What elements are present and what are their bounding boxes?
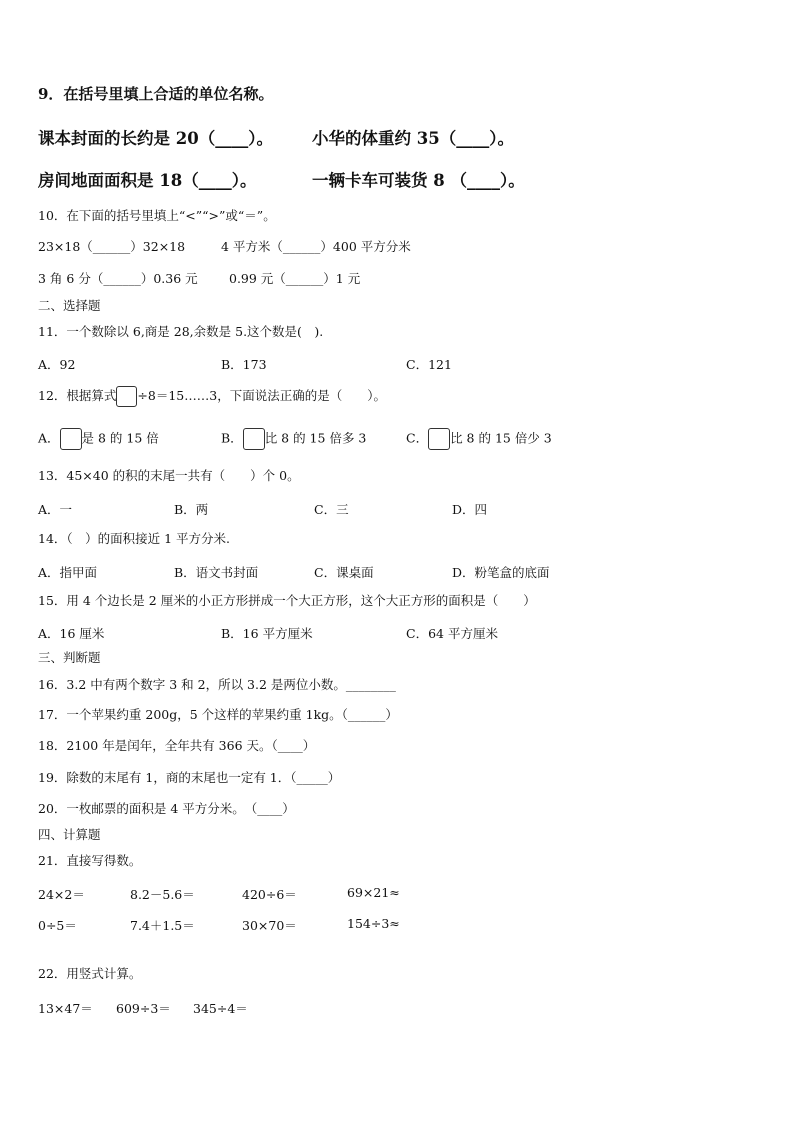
question-11-stem: 11．一个数除以 6,商是 28,余数是 5.这个数是( ). — [38, 324, 324, 339]
calc-item: 30×70＝ — [242, 918, 297, 933]
question-18: 18．2100 年是闰年，全年共有 366 天。（____） — [38, 738, 316, 753]
question-10-title: 10．在下面的括号里填上“<”“>”或“＝”。 — [38, 208, 276, 223]
question-13-option-c: C．三 — [314, 502, 349, 517]
calc-item: 345÷4＝ — [193, 1001, 248, 1016]
question-10-item-4: 0.99 元（______）1 元 — [229, 271, 361, 286]
question-13-option-a: A．一 — [38, 502, 73, 517]
question-14-option-d: D．粉笔盒的底面 — [452, 565, 550, 580]
question-9-title: 9．在括号里填上合适的单位名称。 — [38, 85, 274, 103]
question-16: 16．3.2 中有两个数字 3 和 2，所以 3.2 是两位小数。________ — [38, 677, 396, 692]
question-21-title: 21．直接写得数。 — [38, 853, 142, 868]
question-11-option-a: A．92 — [38, 357, 76, 372]
option-label: A． — [38, 430, 60, 446]
calc-item: 420÷6＝ — [242, 887, 297, 902]
question-20: 20．一枚邮票的面积是 4 平方分米。 （____） — [38, 801, 295, 816]
question-11-option-c: C．121 — [406, 357, 452, 372]
question-13-stem: 13．45×40 的积的末尾一共有（ ）个 0。 — [38, 468, 300, 483]
question-12-option-c — [406, 428, 552, 450]
calc-item: 7.4＋1.5＝ — [130, 918, 195, 933]
blank-box — [428, 428, 450, 450]
question-14-option-b: B．语文书封面 — [174, 565, 259, 580]
question-15-option-a: A．16 厘米 — [38, 626, 105, 641]
question-10-item-2: 4 平方米（______）400 平方分米 — [221, 239, 411, 254]
question-15-option-b: B．16 平方厘米 — [221, 626, 313, 641]
question-12-stem-prefix: 12．根据算式 — [38, 388, 117, 403]
question-17: 17．一个苹果约重 200g，5 个这样的苹果约重 1kg。（______） — [38, 707, 398, 722]
question-14-stem: 14．（ ）的面积接近 1 平方分米. — [38, 531, 231, 546]
question-9-item-2: 小华的体重约 35（____）。 — [312, 129, 514, 148]
question-13-option-d: D．四 — [452, 502, 488, 517]
question-9-item-3: 房间地面面积是 18（____）。 — [38, 171, 257, 190]
question-10-item-3: 3 角 6 分（______）0.36 元 — [38, 271, 198, 286]
question-15-option-c: C．64 平方厘米 — [406, 626, 498, 641]
question-12-option-a — [38, 428, 159, 450]
calc-item: 69×21≈ — [347, 885, 400, 900]
question-9-item-1: 课本封面的长约是 20（____）。 — [38, 129, 273, 148]
question-12-stem — [38, 386, 386, 407]
calc-item: 24×2＝ — [38, 887, 85, 902]
question-11-option-b: B．173 — [221, 357, 267, 372]
option-text: 是 8 的 15 倍 — [81, 430, 159, 446]
blank-box — [60, 428, 82, 450]
question-12-option-b — [221, 428, 366, 450]
calc-item: 154÷3≈ — [347, 916, 400, 931]
calc-item: 8.2－5.6＝ — [130, 887, 195, 902]
question-22-title: 22．用竖式计算。 — [38, 966, 142, 981]
question-10-item-1: 23×18（______）32×18 — [38, 239, 186, 254]
section-choice-heading: 二、选择题 — [38, 298, 101, 313]
question-12-stem-suffix: ÷8＝15……3，下面说法正确的是（ ）。 — [137, 388, 386, 403]
calc-item: 13×47＝ — [38, 1001, 93, 1016]
calc-item: 0÷5＝ — [38, 918, 77, 933]
question-15-stem: 15．用 4 个边长是 2 厘米的小正方形拼成一个大正方形，这个大正方形的面积是（ ） — [38, 593, 536, 608]
question-14-option-c: C．课桌面 — [314, 565, 374, 580]
option-text: 比 8 的 15 倍多 3 — [264, 430, 367, 446]
section-calculation-heading: 四、计算题 — [38, 827, 101, 842]
question-9-item-4: 一辆卡车可装货 8 （____）。 — [312, 171, 525, 190]
option-text: 比 8 的 15 倍少 3 — [450, 430, 552, 446]
blank-box — [243, 428, 265, 450]
question-14-option-a: A．指甲面 — [38, 565, 98, 580]
option-label: B． — [221, 430, 243, 446]
question-13-option-b: B．两 — [174, 502, 209, 517]
option-label: C． — [406, 430, 429, 446]
blank-box — [116, 386, 137, 407]
calc-item: 609÷3＝ — [116, 1001, 171, 1016]
section-judgement-heading: 三、判断题 — [38, 650, 101, 665]
question-19: 19．除数的末尾有 1，商的末尾也一定有 1．（_____） — [38, 770, 341, 785]
